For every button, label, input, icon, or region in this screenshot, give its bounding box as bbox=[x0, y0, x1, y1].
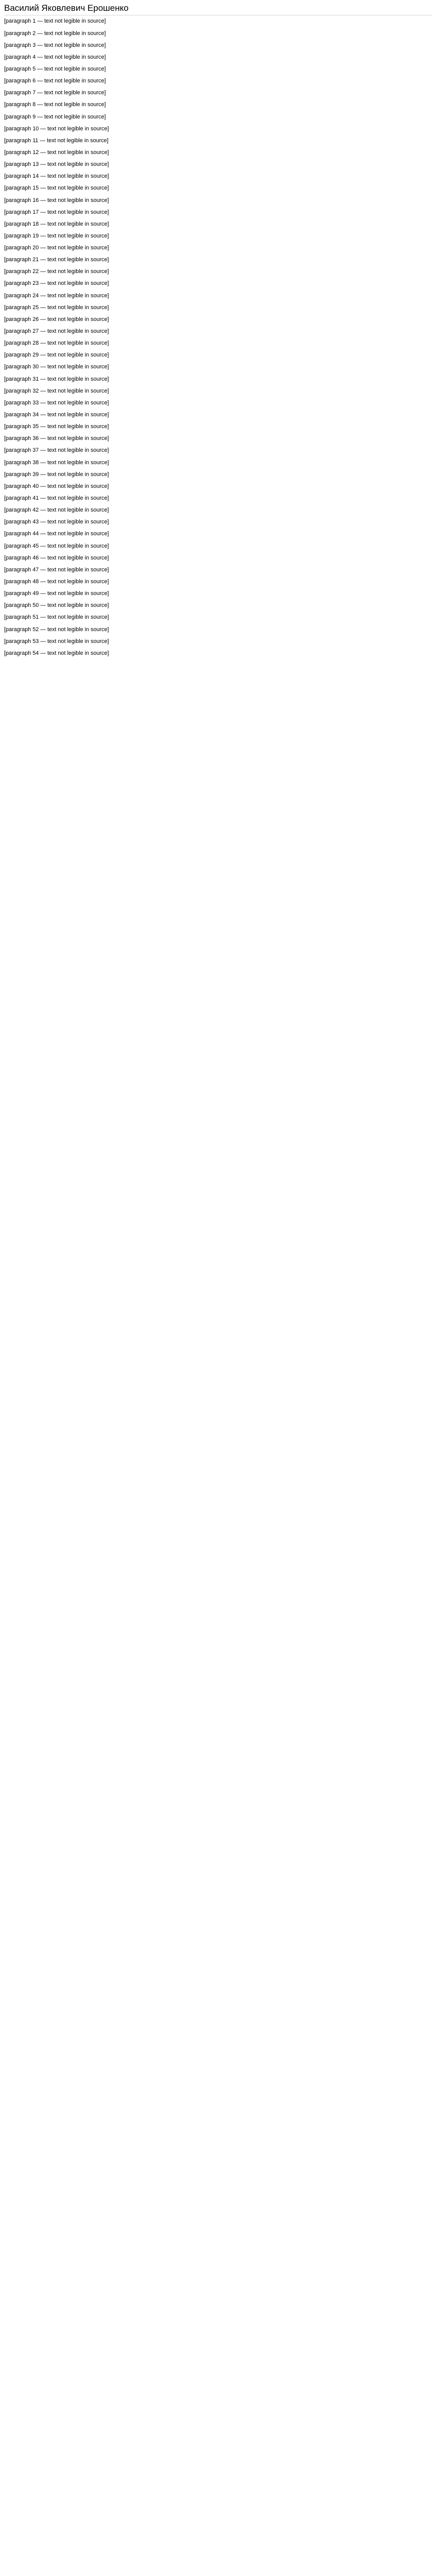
article-paragraph: [paragraph 29 — text not legible in source] bbox=[4, 352, 109, 359]
article-page bbox=[0, 0, 436, 674]
article-paragraph: [paragraph 30 — text not legible in source] bbox=[4, 364, 109, 370]
article-paragraph: [paragraph 53 — text not legible in source] bbox=[4, 638, 109, 645]
article-paragraph: [paragraph 34 — text not legible in source] bbox=[4, 412, 109, 418]
article-paragraph: [paragraph 38 — text not legible in source] bbox=[4, 459, 109, 466]
article-paragraph: [paragraph 1 — text not legible in source] bbox=[4, 18, 106, 25]
article-paragraph: [paragraph 5 — text not legible in source] bbox=[4, 65, 106, 72]
article-paragraph: [paragraph 22 — text not legible in source] bbox=[4, 268, 109, 275]
article-title: Василий Яковлевич Ерошенко bbox=[4, 3, 432, 15]
article-paragraph: [paragraph 52 — text not legible in source] bbox=[4, 626, 109, 633]
article-paragraph: [paragraph 42 — text not legible in source] bbox=[4, 507, 109, 514]
article-paragraph: [paragraph 19 — text not legible in source] bbox=[4, 232, 109, 239]
article-paragraph: [paragraph 26 — text not legible in source] bbox=[4, 316, 109, 323]
article-paragraph: [paragraph 54 — text not legible in source] bbox=[4, 650, 109, 656]
article-paragraph: [paragraph 36 — text not legible in source] bbox=[4, 435, 109, 442]
article-paragraph: [paragraph 10 — text not legible in source] bbox=[4, 125, 109, 132]
article-paragraph: [paragraph 40 — text not legible in source] bbox=[4, 483, 109, 489]
article-paragraph: [paragraph 4 — text not legible in source] bbox=[4, 54, 106, 60]
article-body bbox=[4, 18, 432, 657]
article-paragraph: [paragraph 28 — text not legible in source] bbox=[4, 340, 109, 347]
article-paragraph: [paragraph 41 — text not legible in source] bbox=[4, 495, 109, 502]
article-paragraph: [paragraph 37 — text not legible in source] bbox=[4, 447, 109, 454]
article-paragraph: [paragraph 50 — text not legible in source] bbox=[4, 602, 109, 609]
article-paragraph: [paragraph 9 — text not legible in source] bbox=[4, 113, 106, 120]
article-paragraph: [paragraph 14 — text not legible in source] bbox=[4, 173, 109, 180]
article-paragraph: [paragraph 13 — text not legible in source] bbox=[4, 161, 109, 168]
article-paragraph: [paragraph 12 — text not legible in source] bbox=[4, 149, 109, 156]
article-paragraph: [paragraph 15 — text not legible in source] bbox=[4, 185, 109, 192]
article-paragraph: [paragraph 23 — text not legible in source] bbox=[4, 280, 109, 287]
article-paragraph: [paragraph 49 — text not legible in source] bbox=[4, 590, 109, 597]
article-paragraph: [paragraph 24 — text not legible in source] bbox=[4, 292, 109, 299]
article-paragraph: [paragraph 39 — text not legible in source] bbox=[4, 471, 109, 478]
article-paragraph: [paragraph 27 — text not legible in source] bbox=[4, 328, 109, 335]
article-paragraph: [paragraph 25 — text not legible in source] bbox=[4, 304, 109, 311]
article-paragraph: [paragraph 21 — text not legible in source] bbox=[4, 257, 109, 263]
article-paragraph: [paragraph 47 — text not legible in source] bbox=[4, 566, 109, 573]
article-paragraph: [paragraph 44 — text not legible in source] bbox=[4, 531, 109, 537]
article-paragraph: [paragraph 33 — text not legible in source] bbox=[4, 399, 109, 406]
article-paragraph: [paragraph 31 — text not legible in source] bbox=[4, 376, 109, 382]
article-paragraph: [paragraph 17 — text not legible in source] bbox=[4, 209, 109, 215]
article-paragraph: [paragraph 48 — text not legible in source] bbox=[4, 579, 109, 585]
article-paragraph: [paragraph 6 — text not legible in source] bbox=[4, 78, 106, 84]
article-paragraph: [paragraph 51 — text not legible in source] bbox=[4, 614, 109, 621]
article-paragraph: [paragraph 35 — text not legible in source] bbox=[4, 423, 109, 430]
article-paragraph: [paragraph 43 — text not legible in source] bbox=[4, 519, 109, 526]
article-paragraph: [paragraph 2 — text not legible in source] bbox=[4, 30, 106, 37]
article-paragraph: [paragraph 7 — text not legible in source] bbox=[4, 90, 106, 96]
article-paragraph: [paragraph 46 — text not legible in source] bbox=[4, 554, 109, 561]
article-paragraph: [paragraph 20 — text not legible in source] bbox=[4, 245, 109, 251]
article-paragraph: [paragraph 45 — text not legible in source] bbox=[4, 543, 109, 549]
article-paragraph: [paragraph 11 — text not legible in source] bbox=[4, 137, 109, 144]
article-paragraph: [paragraph 8 — text not legible in source] bbox=[4, 101, 106, 108]
article-paragraph: [paragraph 16 — text not legible in source] bbox=[4, 197, 109, 204]
article-paragraph: [paragraph 3 — text not legible in source] bbox=[4, 42, 106, 48]
article-paragraph: [paragraph 32 — text not legible in source] bbox=[4, 387, 109, 394]
article-paragraph: [paragraph 18 — text not legible in source] bbox=[4, 221, 109, 227]
